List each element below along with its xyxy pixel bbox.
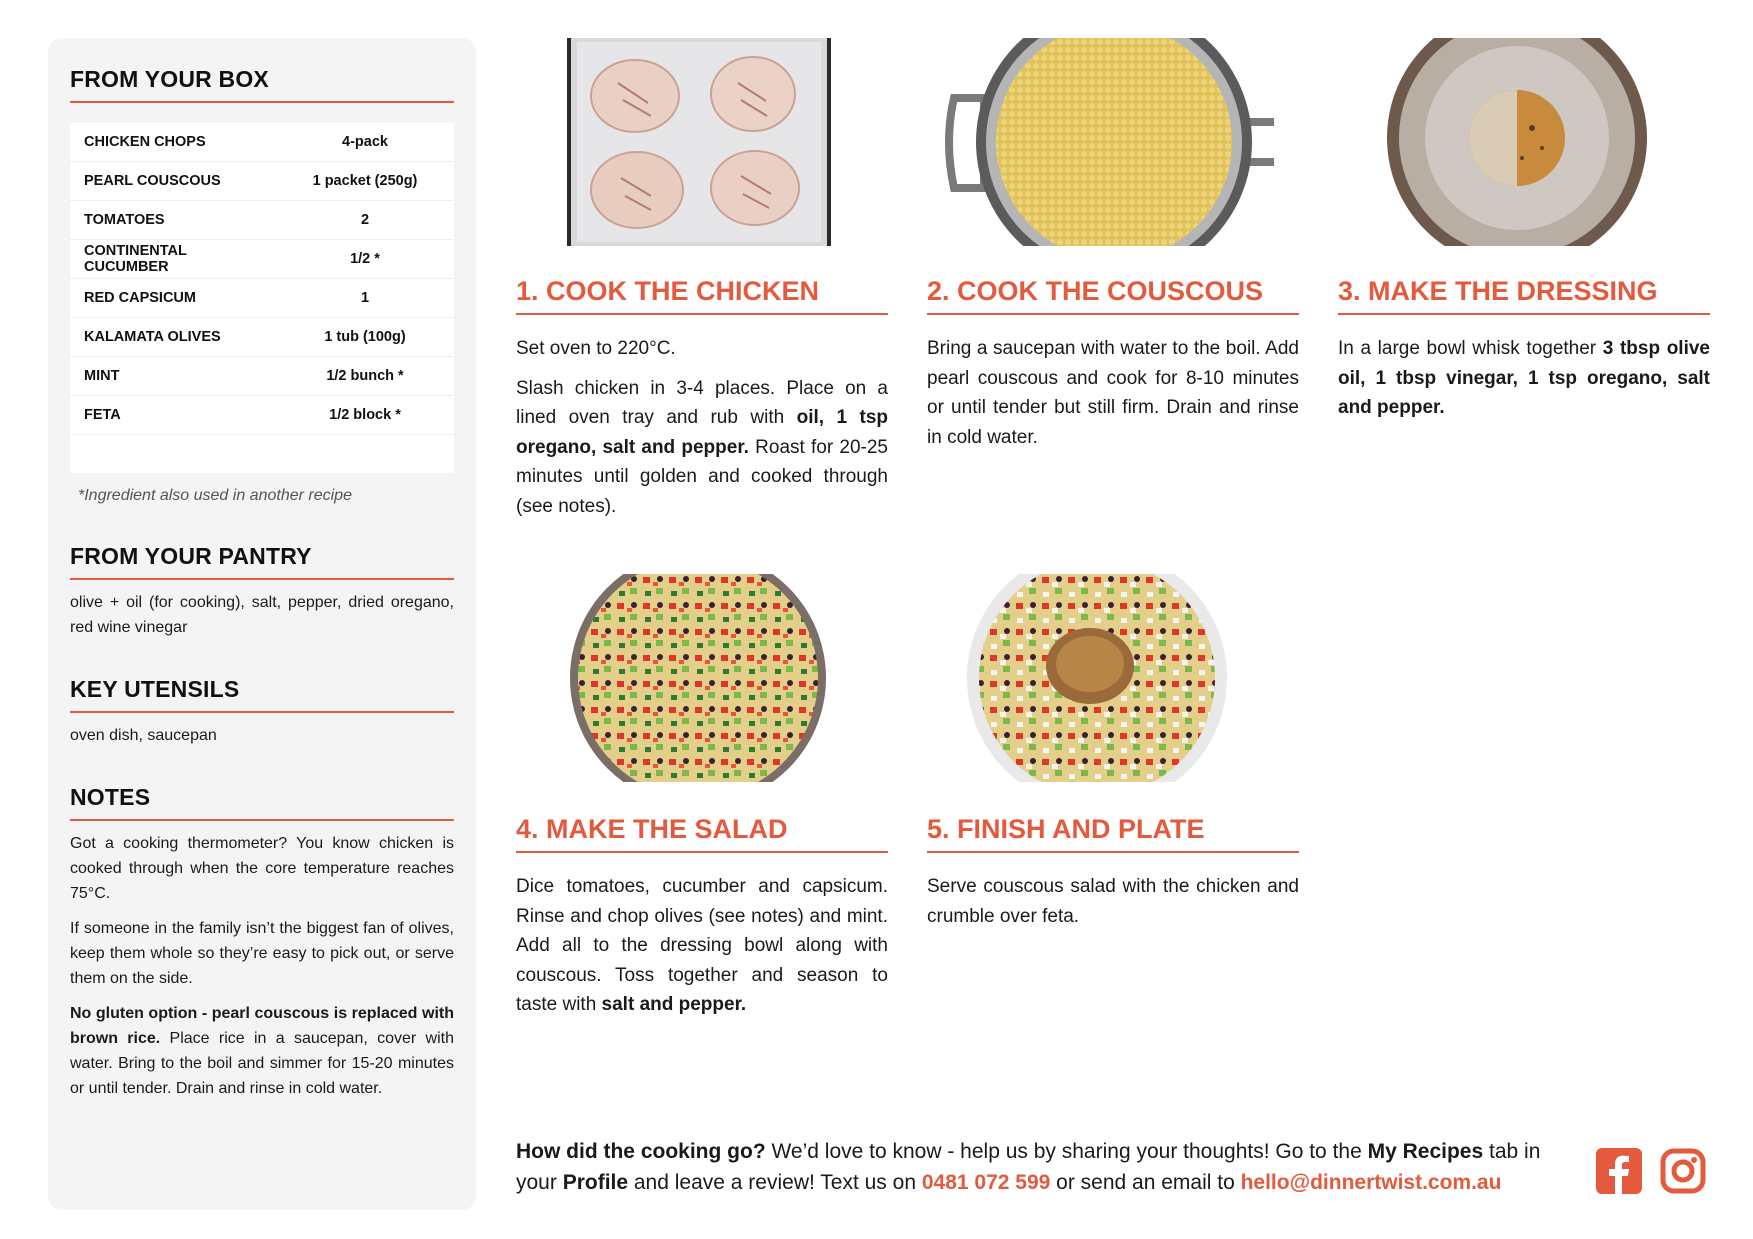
step-5-text: [927, 872, 1299, 941]
instagram-icon[interactable]: [1660, 1148, 1706, 1194]
step-4-text: [516, 872, 888, 1030]
table-row: [70, 279, 454, 318]
step-1-p1: Set oven to 220°C.: [516, 338, 676, 359]
table-row: [70, 240, 454, 279]
box-ingredients-table: [70, 123, 454, 473]
notes-section: [70, 784, 454, 1101]
utensils-section: [70, 676, 454, 748]
ingredient-name: CHICKEN CHOPS: [70, 123, 276, 162]
step-3-p1: [1338, 334, 1710, 423]
step-4-p1: [516, 872, 888, 1020]
profile-label: Profile: [562, 1171, 629, 1194]
my-recipes-label: My Recipes: [1367, 1140, 1484, 1163]
utensils-text: oven dish, saucepan: [70, 727, 217, 744]
table-row: [70, 201, 454, 240]
step-3-p1-a: In a large bowl whisk together: [1338, 338, 1603, 359]
note-gluten-bold: No gluten option - pearl couscous is replaced with brown rice.: [70, 1005, 454, 1047]
empty-cell: [276, 435, 454, 474]
table-row: [70, 357, 454, 396]
pantry-text: olive + oil (for cooking), salt, pepper, dried oregano, red wine vinegar: [70, 594, 454, 636]
from-your-pantry-heading: FROM YOUR PANTRY: [70, 543, 454, 580]
note-gluten: [70, 1001, 454, 1101]
step-1-photo: [563, 38, 833, 246]
step-5-photo: [962, 574, 1232, 782]
note-thermometer: Got a cooking thermometer? You know chicken is cooked through when the core temperature reaches 75°C.: [70, 835, 454, 902]
step-3-title: 3. MAKE THE DRESSING: [1338, 276, 1710, 315]
ingredient-qty: 1 packet (250g): [276, 162, 454, 201]
ingredient-qty: 1: [276, 279, 454, 318]
table-row: [70, 123, 454, 162]
table-row: [70, 162, 454, 201]
ingredient-qty: 1/2 block *: [276, 396, 454, 435]
ingredient-name: TOMATOES: [70, 201, 276, 240]
key-utensils-heading: KEY UTENSILS: [70, 676, 454, 713]
step-1-p2-bold: oil, 1 tsp oregano, salt and pepper.: [516, 407, 888, 458]
step-1-title: 1. COOK THE CHICKEN: [516, 276, 888, 315]
pantry-section: [70, 543, 454, 640]
table-row-empty: [70, 435, 454, 474]
step-4-p1-bold: salt and pepper.: [601, 994, 747, 1015]
from-your-box-heading: FROM YOUR BOX: [70, 66, 454, 103]
ingredient-name: MINT: [70, 357, 276, 396]
step-1-text: [516, 334, 888, 531]
email-link[interactable]: hello@dinnertwist.com.au: [1240, 1171, 1502, 1194]
step-2-title: 2. COOK THE COUSCOUS: [927, 276, 1299, 315]
feedback-text-4: or send an email to: [1050, 1171, 1241, 1194]
facebook-icon[interactable]: [1596, 1148, 1642, 1194]
notes-heading: NOTES: [70, 784, 454, 821]
ingredient-qty: 1/2 *: [276, 240, 454, 279]
step-1-p2-a: Slash chicken in 3-4 places. Place on a lined oven tray and rub with: [516, 377, 888, 428]
step-1-p2: [516, 374, 888, 522]
ingredient-name: RED CAPSICUM: [70, 279, 276, 318]
step-3-p1-bold: 3 tbsp olive oil, 1 tbsp vinegar, 1 tsp oregano, salt and pepper.: [1338, 338, 1711, 418]
ingredient-qty: 1 tub (100g): [276, 318, 454, 357]
step-3-text: [1338, 334, 1710, 433]
step-5-p1: Serve couscous salad with the chicken and crumble over feta.: [927, 876, 1299, 927]
ingredient-name: CONTINENTAL CUCUMBER: [70, 240, 276, 279]
ingredient-footnote: *Ingredient also used in another recipe: [78, 487, 352, 504]
step-2-p1: Bring a saucepan with water to the boil. Add pearl couscous and cook for 8-10 minutes or until tender but still firm. Drain and rinse in cold water.: [927, 338, 1299, 448]
phone-link[interactable]: 0481 072 599: [921, 1171, 1051, 1194]
note-gluten-rest: Place rice in a saucepan, cover with water. Bring to the boil and simmer for 15-20 minutes or until tender. Drain and rinse in cold water.: [70, 1030, 455, 1097]
ingredients-sidebar: [48, 38, 476, 1210]
step-4-p1-a: Dice tomatoes, cucumber and capsicum. Rinse and chop olives (see notes) and mint. Add all to the dressing bowl along with couscous. Toss together and season to taste with: [516, 876, 888, 1015]
ingredient-qty: 4-pack: [276, 123, 454, 162]
ingredient-name: KALAMATA OLIVES: [70, 318, 276, 357]
ingredient-name: FETA: [70, 396, 276, 435]
feedback-footer: [516, 1136, 1576, 1198]
ingredient-name: PEARL COUSCOUS: [70, 162, 276, 201]
empty-cell: [70, 435, 276, 474]
feedback-text-3: and leave a review! Text us on: [628, 1171, 922, 1194]
table-row: [70, 318, 454, 357]
step-5-title: 5. FINISH AND PLATE: [927, 814, 1299, 853]
feedback-question: How did the cooking go?: [516, 1140, 766, 1163]
table-row: [70, 396, 454, 435]
step-3-photo: [1382, 38, 1652, 246]
step-4-title: 4. MAKE THE SALAD: [516, 814, 888, 853]
ingredient-qty: 2: [276, 201, 454, 240]
step-2-photo: [944, 38, 1284, 246]
ingredient-qty: 1/2 bunch *: [276, 357, 454, 396]
note-olives: If someone in the family isn’t the biggest fan of olives, keep them whole so they’re easy to pick out, or serve them on the side.: [70, 920, 454, 987]
step-1-p2-c: Roast for 20-25 minutes until golden and cooked through (see notes).: [516, 436, 888, 517]
step-2-text: [927, 334, 1299, 462]
feedback-text-1: We’d love to know - help us by sharing your thoughts! Go to the: [765, 1140, 1368, 1163]
step-4-photo: [563, 574, 833, 782]
feedback-text-2: tab in your: [516, 1140, 1541, 1194]
